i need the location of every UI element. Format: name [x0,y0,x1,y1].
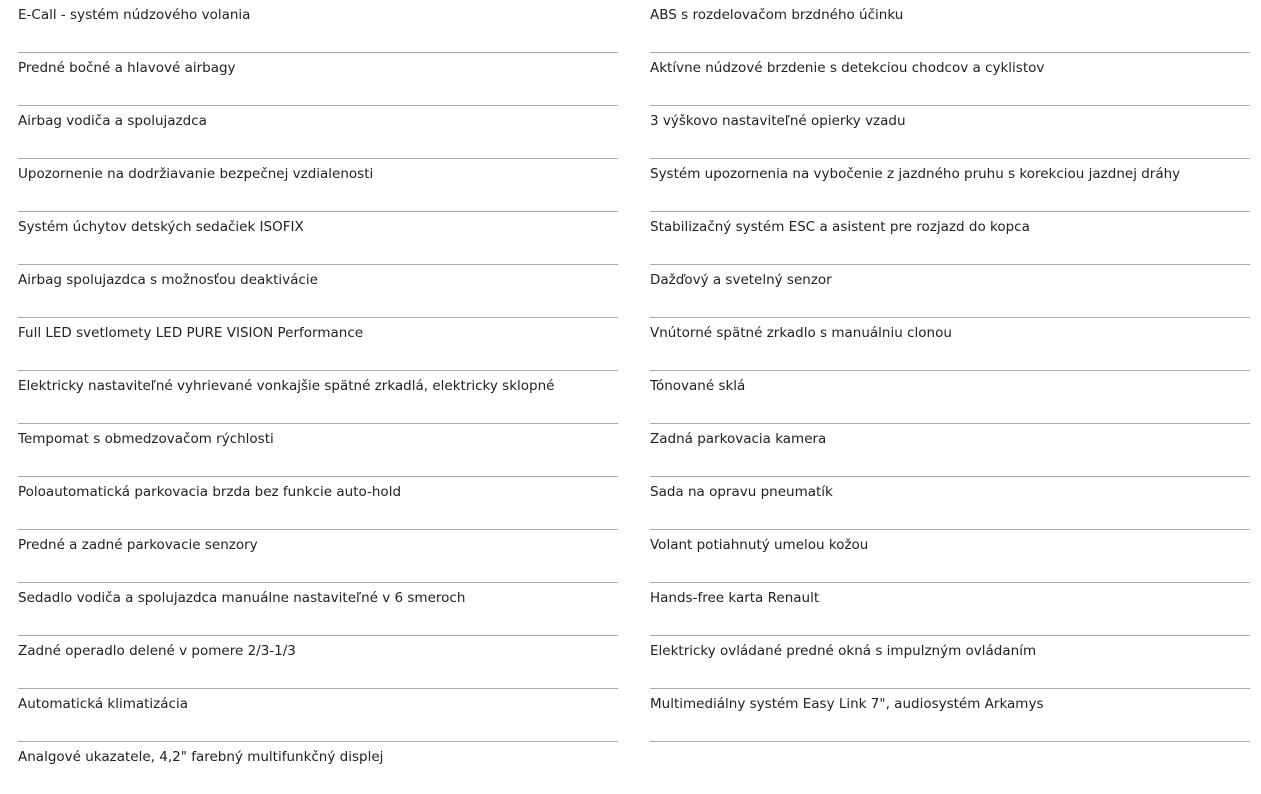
feature-item [18,106,618,159]
feature-label: Poloautomatická parkovacia brzda bez funkcie auto-hold [18,484,402,500]
feature-label: Volant potiahnutý umelou kožou [650,537,869,553]
feature-item [650,530,1250,583]
feature-label: Tónované sklá [650,378,746,394]
feature-item [650,159,1250,212]
feature-label: Automatická klimatizácia [18,696,188,712]
feature-label: Upozornenie na dodržiavanie bezpečnej vzdialenosti [18,166,374,182]
feature-item [18,689,618,742]
feature-label: 3 výškovo nastaviteľné opierky vzadu [650,113,906,129]
features-column-left [18,0,618,794]
feature-label: Systém upozornenia na vybočenie z jazdného pruhu s korekciou jazdnej dráhy [650,166,1181,182]
feature-label: Analgové ukazatele, 4,2" farebný multifunkčný displej [18,749,384,765]
feature-item [18,0,618,53]
feature-item [650,636,1250,689]
feature-label: Zadná parkovacia kamera [650,431,827,447]
feature-label: Hands-free karta Renault [650,590,820,606]
feature-label: Vnútorné spätné zrkadlo s manuálniu clonou [650,325,952,341]
feature-label: Dažďový a svetelný senzor [650,272,832,288]
feature-item [18,318,618,371]
feature-label: Airbag vodiča a spolujazdca [18,113,207,129]
feature-label: Elektricky nastaviteľné vyhrievané vonkajšie spätné zrkadlá, elektricky sklopné [18,378,555,394]
feature-item [18,53,618,106]
feature-item [650,318,1250,371]
feature-label: Systém úchytov detských sedačiek ISOFIX [18,219,304,235]
feature-item [650,424,1250,477]
feature-item [18,636,618,689]
feature-item [650,583,1250,636]
feature-item [18,742,618,794]
feature-item [18,159,618,212]
feature-item [650,371,1250,424]
feature-label: Predné a zadné parkovacie senzory [18,537,258,553]
feature-label: Predné bočné a hlavové airbagy [18,60,236,76]
features-column-right [650,0,1250,742]
feature-item [18,371,618,424]
feature-label: Zadné operadlo delené v pomere 2/3-1/3 [18,643,296,659]
feature-label: Aktívne núdzové brzdenie s detekciou chodcov a cyklistov [650,60,1045,76]
feature-label: Sedadlo vodiča a spolujazdca manuálne nastaviteľné v 6 smeroch [18,590,466,606]
feature-item [650,53,1250,106]
feature-item [650,212,1250,265]
feature-label: Multimediálny systém Easy Link 7", audiosystém Arkamys [650,696,1044,712]
feature-label: Sada na opravu pneumatík [650,484,833,500]
feature-label: Elektricky ovládané predné okná s impulzným ovládaním [650,643,1037,659]
feature-item [18,530,618,583]
feature-item [650,689,1250,742]
feature-label: ABS s rozdelovačom brzdného účinku [650,7,904,23]
feature-item [650,0,1250,53]
feature-item [18,424,618,477]
feature-item [650,265,1250,318]
feature-label: Stabilizačný systém ESC a asistent pre rozjazd do kopca [650,219,1030,235]
feature-label: Tempomat s obmedzovačom rýchlosti [18,431,274,447]
feature-label: E-Call - systém núdzového volania [18,7,251,23]
feature-label: Full LED svetlomety LED PURE VISION Performance [18,325,364,341]
feature-item [18,583,618,636]
feature-item [650,477,1250,530]
feature-item [18,212,618,265]
feature-item [18,265,618,318]
feature-item [18,477,618,530]
feature-label: Airbag spolujazdca s možnosťou deaktivácie [18,272,318,288]
feature-item [650,106,1250,159]
